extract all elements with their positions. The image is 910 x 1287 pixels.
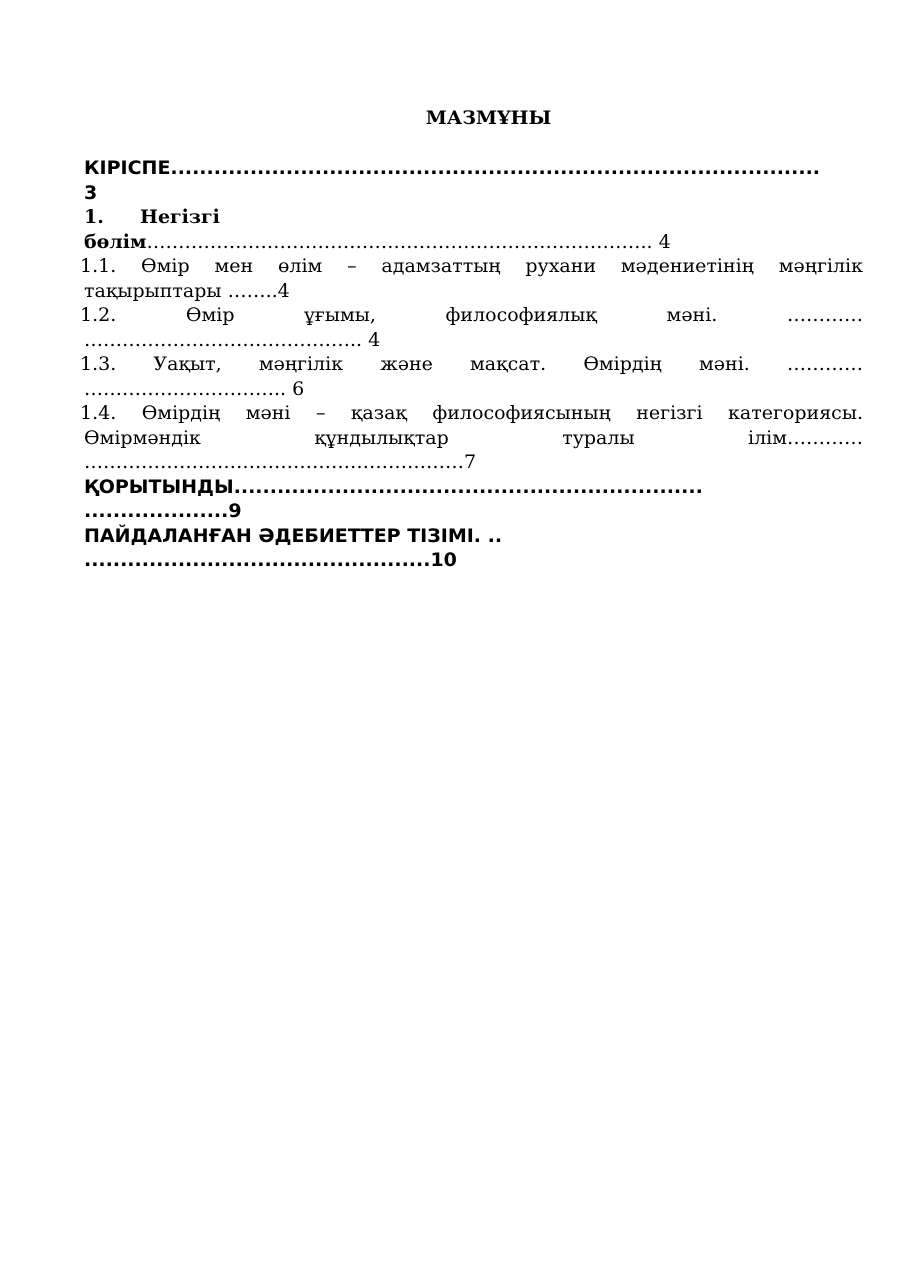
toc-sub-1-4-line3: ……………………………………………………7 bbox=[84, 451, 477, 473]
document-page bbox=[80, 104, 863, 573]
toc-intro-line1: КІРІСПЕ.......................................................................................... bbox=[84, 157, 821, 179]
toc-sub-1-1 bbox=[80, 254, 863, 303]
toc-sub-1-1-line1: 1.1. Өмір мен өлім – адамзаттың рухани мәдениетінің мәңгілік bbox=[80, 255, 863, 277]
toc-references bbox=[84, 524, 863, 573]
toc-section1 bbox=[84, 205, 863, 254]
toc-section1-line bbox=[84, 230, 863, 255]
toc-section1-word: Негізгі bbox=[140, 206, 220, 228]
page-title: МАЗМҰНЫ bbox=[425, 107, 552, 129]
toc-intro bbox=[84, 156, 863, 205]
toc-sub-1-3-line2: ………………………….. 6 bbox=[84, 377, 305, 400]
toc-conclusion-line1: ҚОРЫТЫНДЫ................................................................. bbox=[84, 475, 703, 498]
toc-intro-page: 3 bbox=[84, 181, 98, 204]
toc-sub-1-4-line2: Өмірмәндік құндылықтар туралы ілім………… bbox=[84, 426, 863, 449]
toc-section1-dots: …………………………………………………………………….. 4 bbox=[146, 230, 671, 253]
toc-sub-1-1-line2: тақырыптары ……..4 bbox=[84, 279, 290, 302]
toc-references-line1: ПАЙДАЛАНҒАН ӘДЕБИЕТТЕР ТІЗІМІ. .. bbox=[84, 524, 503, 547]
toc-section1-number: 1. bbox=[84, 206, 104, 228]
toc-sub-1-4-line1: 1.4. Өмірдің мәні – қазақ философиясының негізгі категориясы. bbox=[80, 402, 863, 424]
toc-sub-1-4 bbox=[80, 401, 863, 475]
toc-sub-1-3-line1: 1.3. Уақыт, мәңгілік және мақсат. Өмірдің мәні. ………… bbox=[80, 353, 863, 375]
toc-conclusion-line2: ....................9 bbox=[84, 500, 242, 522]
toc-references-line2: ................................................10 bbox=[84, 549, 457, 571]
toc-sub-1-2 bbox=[80, 303, 863, 352]
toc-conclusion bbox=[84, 475, 863, 524]
toc-sub-1-3 bbox=[80, 352, 863, 401]
toc-sub-1-2-line1: 1.2. Өмір ұғымы, философиялық мәні. ………… bbox=[80, 304, 863, 326]
toc-section1-label: бөлім bbox=[84, 230, 147, 253]
toc-sub-1-2-line2: …………………………………….. 4 bbox=[84, 328, 381, 351]
toc-section1-heading bbox=[84, 205, 863, 230]
